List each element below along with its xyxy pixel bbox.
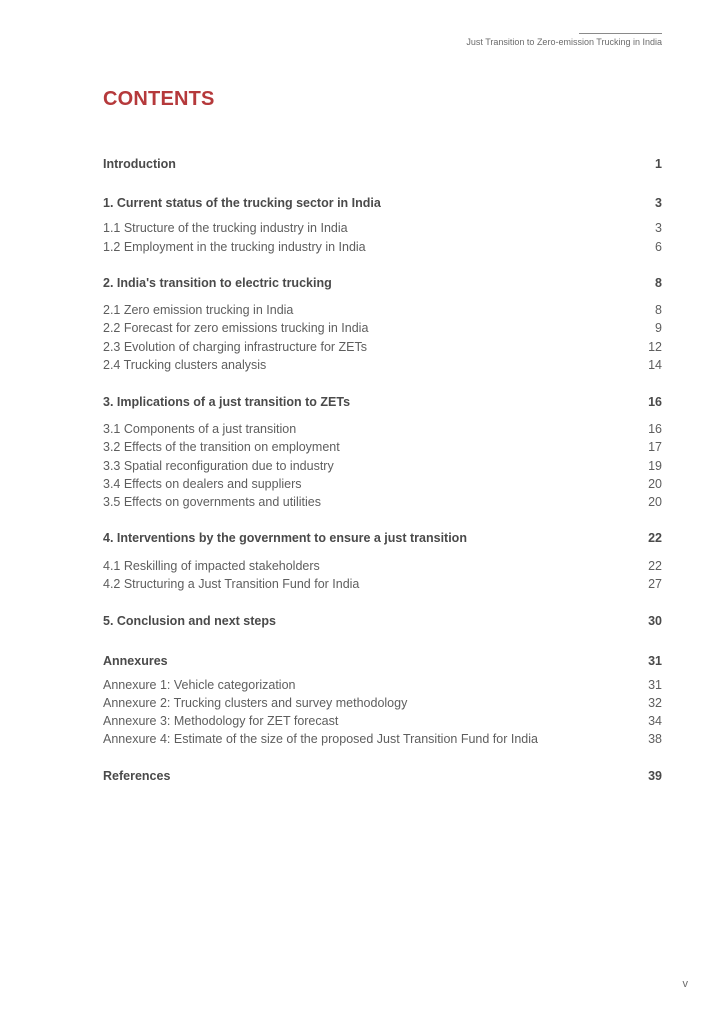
toc-entry-1-1[interactable] xyxy=(103,221,662,236)
toc-entry-1-2[interactable] xyxy=(103,240,662,255)
toc-entry-page: 39 xyxy=(648,769,662,783)
toc-entry-page: 34 xyxy=(648,714,662,728)
toc-entry-3-5[interactable] xyxy=(103,495,662,510)
toc-entry-page: 9 xyxy=(655,321,662,335)
toc-entry-label: 2. India's transition to electric trucking xyxy=(103,276,332,290)
toc-entry-label: 4. Interventions by the government to ensure a just transition xyxy=(103,531,467,545)
toc-entry-annexure-4[interactable] xyxy=(103,732,662,747)
toc-entry-annexure-1[interactable] xyxy=(103,678,662,693)
toc-entry-page: 12 xyxy=(648,340,662,354)
toc-entry-page: 31 xyxy=(648,654,662,668)
toc-entry-3-2[interactable] xyxy=(103,440,662,455)
toc-entry-page: 27 xyxy=(648,577,662,591)
toc-entry-label: 3. Implications of a just transition to ZETs xyxy=(103,395,351,409)
toc-entry-annexure-2[interactable] xyxy=(103,696,662,711)
toc-entry-3-1[interactable] xyxy=(103,422,662,437)
toc-entry-4-1[interactable] xyxy=(103,559,662,574)
toc-entry-page: 8 xyxy=(655,303,662,317)
toc-entry-annexure-3[interactable] xyxy=(103,714,662,729)
toc-entry-label: 3.5 Effects on governments and utilities xyxy=(103,495,321,509)
toc-entry-label: Annexure 2: Trucking clusters and survey methodology xyxy=(103,696,408,710)
toc-entry-page: 30 xyxy=(648,614,662,628)
toc-entry-introduction[interactable] xyxy=(103,157,662,172)
toc-entry-2-2[interactable] xyxy=(103,321,662,336)
toc-entry-chapter-4[interactable] xyxy=(103,531,662,546)
toc-entry-label: 2.3 Evolution of charging infrastructure for ZETs xyxy=(103,340,368,354)
toc-entry-label: Annexure 4: Estimate of the size of the proposed Just Transition Fund for India xyxy=(103,732,538,746)
toc-entry-page: 32 xyxy=(648,696,662,710)
toc-entry-label: References xyxy=(103,769,171,783)
toc-entry-label: Introduction xyxy=(103,157,176,171)
header-rule xyxy=(579,33,662,34)
toc-entry-chapter-3[interactable] xyxy=(103,395,662,410)
toc-entry-chapter-5[interactable] xyxy=(103,614,662,629)
toc-entry-chapter-2[interactable] xyxy=(103,276,662,291)
page-number: v xyxy=(682,978,688,990)
toc-entry-page: 20 xyxy=(648,495,662,509)
toc-entry-page: 3 xyxy=(655,221,662,235)
toc-entry-2-1[interactable] xyxy=(103,303,662,318)
running-header: Just Transition to Zero-emission Trucking in India xyxy=(466,37,662,47)
toc-entry-page: 16 xyxy=(648,422,662,436)
toc-entry-page: 20 xyxy=(648,477,662,491)
toc-entry-3-4[interactable] xyxy=(103,477,662,492)
toc-entry-page: 1 xyxy=(655,157,662,171)
toc-entry-page: 3 xyxy=(655,196,662,210)
toc-entry-page: 38 xyxy=(648,732,662,746)
toc-entry-3-3[interactable] xyxy=(103,459,662,474)
toc-entry-page: 16 xyxy=(648,395,662,409)
toc-entry-label: 5. Conclusion and next steps xyxy=(103,614,276,628)
toc-entry-label: 4.1 Reskilling of impacted stakeholders xyxy=(103,559,320,573)
toc-entry-label: 2.1 Zero emission trucking in India xyxy=(103,303,294,317)
toc-entry-label: 2.4 Trucking clusters analysis xyxy=(103,358,267,372)
toc-entry-label: 2.2 Forecast for zero emissions trucking in India xyxy=(103,321,369,335)
toc-entry-chapter-1[interactable] xyxy=(103,196,662,211)
toc-entry-label: Annexures xyxy=(103,654,168,668)
toc-entry-page: 8 xyxy=(655,276,662,290)
toc-entry-2-4[interactable] xyxy=(103,358,662,373)
toc-entry-label: 1.1 Structure of the trucking industry in India xyxy=(103,221,348,235)
toc-entry-page: 6 xyxy=(655,240,662,254)
toc-entry-label: Annexure 1: Vehicle categorization xyxy=(103,678,296,692)
toc-entry-label: 4.2 Structuring a Just Transition Fund for India xyxy=(103,577,360,591)
toc-entry-label: 3.1 Components of a just transition xyxy=(103,422,297,436)
toc-entry-page: 14 xyxy=(648,358,662,372)
toc-entry-4-2[interactable] xyxy=(103,577,662,592)
toc-entry-page: 22 xyxy=(648,559,662,573)
toc-entry-page: 19 xyxy=(648,459,662,473)
toc-entry-label: 3.2 Effects of the transition on employment xyxy=(103,440,340,454)
toc-entry-label: 1. Current status of the trucking sector in India xyxy=(103,196,381,210)
toc-entry-annexures[interactable] xyxy=(103,654,662,669)
toc-entry-page: 22 xyxy=(648,531,662,545)
page-title: CONTENTS xyxy=(103,88,215,110)
toc-entry-references[interactable] xyxy=(103,769,662,784)
toc-entry-page: 31 xyxy=(648,678,662,692)
toc-entry-label: 1.2 Employment in the trucking industry in India xyxy=(103,240,366,254)
toc-entry-label: Annexure 3: Methodology for ZET forecast xyxy=(103,714,339,728)
toc-entry-2-3[interactable] xyxy=(103,340,662,355)
toc-entry-page: 17 xyxy=(648,440,662,454)
toc-entry-label: 3.3 Spatial reconfiguration due to industry xyxy=(103,459,334,473)
toc-entry-label: 3.4 Effects on dealers and suppliers xyxy=(103,477,302,491)
